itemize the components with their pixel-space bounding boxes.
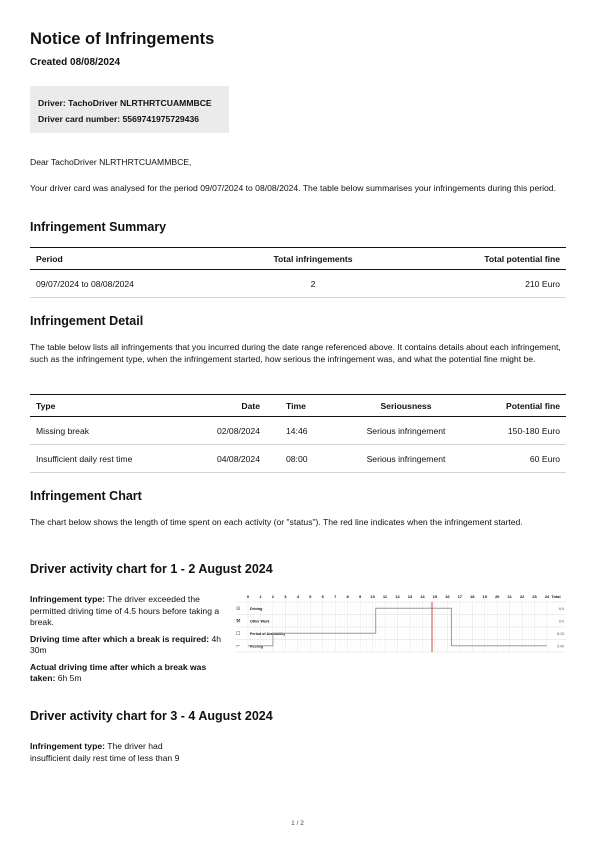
- hour-tick-label: 4: [296, 594, 299, 599]
- table-cell: 210 Euro: [384, 270, 566, 298]
- driver-activity-chart: [236, 592, 566, 654]
- activity-label: Resting: [250, 644, 264, 649]
- greeting: Dear TachoDriver NLRTHRTCUAMMBCE,: [30, 157, 192, 167]
- hour-tick-label: 0: [246, 594, 250, 599]
- hour-tick-label: 3: [284, 594, 287, 599]
- table-cell: 02/08/2024: [192, 417, 266, 445]
- label: Infringement type:: [30, 594, 105, 604]
- driver-info-box: [30, 86, 229, 133]
- label: Driving time after which a break is required:: [30, 633, 210, 644]
- activity-label: Other Work: [250, 619, 270, 624]
- column-header: Period: [30, 248, 242, 270]
- hour-tick-label: 18: [470, 594, 475, 599]
- hour-tick-label: 13: [407, 594, 413, 599]
- activity-total: 9:40: [557, 644, 564, 649]
- label: Infringement type:: [30, 741, 105, 751]
- activity-chart-2-heading: Driver activity chart for 3 - 4 August 2024: [30, 709, 273, 723]
- table-row: [30, 445, 566, 473]
- intro-paragraph: Your driver card was analysed for the period 09/07/2024 to 08/08/2024. The table below summarises your infringements during this period.: [30, 183, 556, 193]
- hour-tick-label: 12: [395, 594, 400, 599]
- table-cell: 2: [242, 270, 384, 298]
- page-title: Notice of Infringements: [30, 30, 215, 48]
- activity-label: Period of Availability: [250, 631, 286, 636]
- table-cell: 14:46: [266, 417, 340, 445]
- table-row: [30, 417, 566, 445]
- hour-tick-label: 17: [457, 594, 463, 599]
- hour-tick-label: 14: [420, 594, 425, 599]
- table-row: [30, 270, 566, 298]
- chart-section-heading: Infringement Chart: [30, 489, 142, 503]
- value: The driver exceeded the permitted driving time of 4.5 hours before taking a break.: [30, 594, 220, 627]
- column-header: Seriousness: [340, 395, 472, 417]
- column-header: Type: [30, 395, 192, 417]
- driver-card-number: Driver card number: 5569741975729436: [38, 114, 200, 124]
- infringement-2-info: [30, 741, 205, 769]
- table-cell: 04/08/2024: [192, 445, 266, 473]
- table-cell: Insufficient daily rest time: [30, 445, 192, 473]
- hour-tick-label: 24: [544, 594, 550, 599]
- hour-tick-label: 16: [445, 594, 450, 599]
- hour-tick-label: 2: [271, 594, 275, 599]
- table-cell: 150-180 Euro: [472, 417, 566, 445]
- table-cell: 60 Euro: [472, 445, 566, 473]
- label: Actual driving time after which a break was taken:: [30, 661, 207, 683]
- hour-tick-label: 15: [432, 594, 438, 599]
- total-column-label: Total: [551, 594, 561, 599]
- hour-tick-label: 8: [346, 594, 349, 599]
- hour-tick-label: 5: [309, 594, 312, 599]
- detail-header-row: [30, 395, 566, 417]
- table-cell: 08:00: [266, 445, 340, 473]
- infringement-1-info: [30, 594, 230, 690]
- activity-total: 8:15: [557, 631, 564, 636]
- activity-total: 6:5: [559, 606, 564, 611]
- table-cell: 09/07/2024 to 08/08/2024: [30, 270, 242, 298]
- column-header: Date: [192, 395, 266, 417]
- hour-tick-label: 10: [370, 594, 375, 599]
- hour-tick-label: 6: [321, 594, 324, 599]
- availability-icon: ☐: [236, 630, 241, 637]
- hour-tick-label: 21: [507, 594, 512, 599]
- column-header: Total infringements: [242, 248, 384, 270]
- hour-tick-label: 7: [334, 594, 337, 599]
- summary-header-row: [30, 248, 566, 270]
- hour-tick-label: 22: [519, 594, 525, 599]
- detail-heading: Infringement Detail: [30, 314, 144, 328]
- activity-total: 0:0: [559, 619, 564, 624]
- activity-label: Driving: [250, 606, 263, 611]
- created-date: Created 08/08/2024: [30, 57, 121, 68]
- value: 4h 30m: [30, 633, 222, 655]
- hammers-icon: ⚒: [236, 618, 241, 625]
- column-header: Time: [266, 395, 340, 417]
- hour-tick-label: 20: [494, 594, 500, 599]
- summary-table: [30, 247, 566, 298]
- hour-tick-label: 11: [382, 594, 388, 599]
- value: The driver had insufficient daily rest time of less than 9: [30, 741, 180, 763]
- detail-table: [30, 394, 566, 473]
- page-number: 1 / 2: [291, 820, 304, 827]
- column-header: Total potential fine: [384, 248, 566, 270]
- summary-heading: Infringement Summary: [30, 220, 167, 234]
- table-cell: Missing break: [30, 417, 192, 445]
- column-header: Potential fine: [472, 395, 566, 417]
- hour-tick-label: 9: [359, 594, 362, 599]
- table-cell: Serious infringement: [340, 445, 472, 473]
- table-cell: Serious infringement: [340, 417, 472, 445]
- hour-tick-label: 19: [482, 594, 487, 599]
- steering-wheel-icon: ⊙: [236, 605, 241, 612]
- hour-tick-label: 23: [532, 594, 537, 599]
- detail-paragraph: The table below lists all infringements that you incurred during the date range referenced above. It contains details about each infringement, such as the infringement type, when the infringement started, how serious the infringement was, and what the potential fine might be.: [30, 342, 561, 364]
- value: 6h 5m: [55, 673, 82, 683]
- bed-icon: ⌐: [236, 643, 241, 650]
- hour-tick-label: 1: [259, 594, 262, 599]
- activity-chart-1-heading: Driver activity chart for 1 - 2 August 2024: [30, 562, 273, 576]
- chart-section-paragraph: The chart below shows the length of time spent on each activity (or "status"). The red line indicates when the infringement started.: [30, 517, 523, 527]
- driver-name: Driver: TachoDriver NLRTHRTCUAMMBCE: [38, 98, 212, 108]
